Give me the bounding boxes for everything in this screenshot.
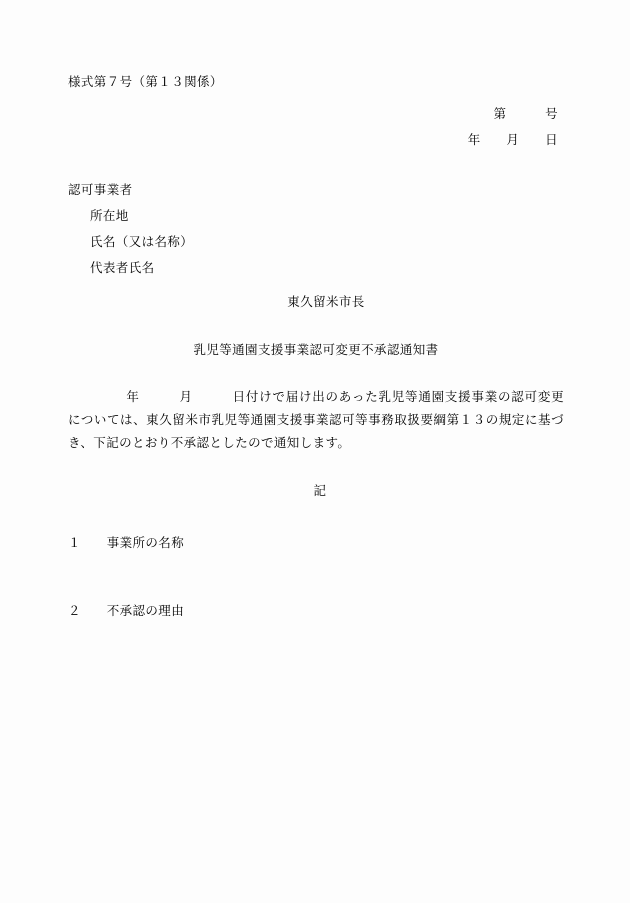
- document-number-line: 第 号: [493, 107, 558, 121]
- items-list: [68, 533, 564, 619]
- body-paragraph: [68, 386, 564, 455]
- addressee-heading: 認可事業者: [68, 183, 133, 197]
- document-content: [68, 72, 564, 619]
- spacer: [68, 156, 564, 180]
- form-number: 様式第７号（第１３関係）: [68, 75, 223, 89]
- document-date-line: 年 月 日: [467, 133, 558, 147]
- document-number-block: [68, 104, 564, 148]
- addressee-block: [68, 180, 564, 276]
- addressee-field-name: 氏名（又は名称）: [90, 235, 194, 249]
- addressee-field-location: 所在地: [90, 209, 129, 223]
- addressee-field-representative: 代表者氏名: [90, 261, 155, 275]
- page-title: 乳児等通園支援事業認可変更不承認通知書: [193, 343, 439, 357]
- body-paragraph-line2: 東久留米市乳児等通園支援事業認可等事務取扱要綱第１３の規定に基づき、下記のとおり不承認としたので通知します。: [68, 413, 564, 451]
- issuer-name: 東久留米市長: [287, 295, 365, 309]
- body-paragraph-line1: 年 月 日付けで届け出のあった乳児等通園支援事業の認可変更については、: [68, 390, 564, 428]
- ki-label: 記: [313, 484, 327, 499]
- list-item: １ 事業所の名称: [68, 536, 185, 551]
- list-item: ２ 不承認の理由: [68, 604, 185, 619]
